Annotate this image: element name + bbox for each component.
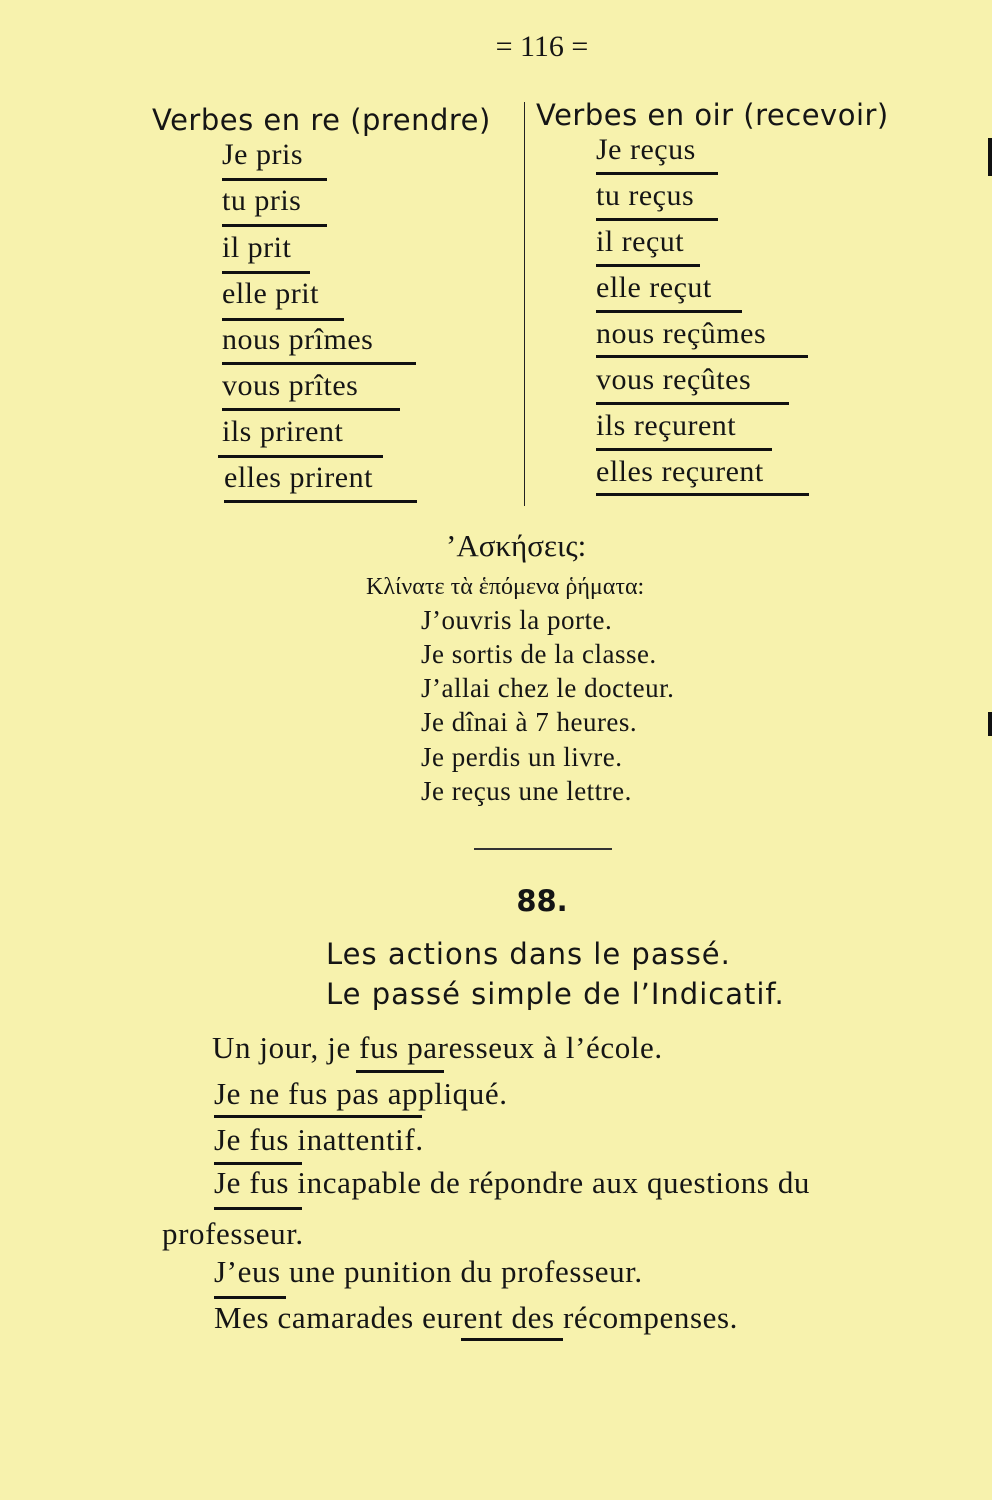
- underline: [596, 264, 700, 267]
- underline: [596, 218, 718, 221]
- underline: [222, 224, 327, 227]
- section-number: 88.: [516, 884, 568, 918]
- right-column-heading: Verbes en oir (recevoir): [536, 98, 889, 132]
- text-line: professeur.: [162, 1216, 304, 1251]
- underline: [222, 271, 310, 274]
- conjugation-row: nous reçûmes: [596, 317, 767, 350]
- underline: [214, 1207, 302, 1210]
- page-edge-mark: [988, 138, 992, 176]
- underline: [356, 1070, 444, 1073]
- section-divider: [474, 848, 612, 850]
- exercise-line: Je dînai à 7 heures.: [421, 707, 638, 737]
- section-title-line2: Le passé simple de l’Indicatif.: [326, 977, 785, 1011]
- underline: [214, 1115, 422, 1118]
- exercise-line: Je perdis un livre.: [421, 742, 623, 772]
- underline: [596, 402, 789, 405]
- exercise-line: J’ouvris la porte.: [421, 605, 613, 635]
- underline: [222, 362, 416, 365]
- text-line: J’eus une punition du professeur.: [214, 1254, 643, 1289]
- underline: [224, 500, 417, 503]
- conjugation-row: il prit: [222, 231, 292, 264]
- conjugation-row: elle reçut: [596, 271, 712, 304]
- underline: [222, 318, 344, 321]
- underline: [596, 493, 809, 496]
- conjugation-row: elle prit: [222, 277, 319, 310]
- text-line: Un jour, je fus paresseux à l’école.: [212, 1030, 663, 1065]
- underline: [222, 408, 400, 411]
- page-number: = 116 =: [495, 30, 589, 63]
- left-column-heading: Verbes en re (prendre): [152, 103, 491, 137]
- conjugation-row: tu pris: [222, 184, 302, 217]
- underline: [596, 448, 772, 451]
- section-title-line1: Les actions dans le passé.: [326, 937, 731, 971]
- page-edge-mark: [988, 712, 992, 736]
- exercise-line: Je reçus une lettre.: [421, 776, 632, 806]
- conjugation-row: vous reçûtes: [596, 363, 752, 396]
- exercise-line: J’allai chez le docteur.: [421, 673, 675, 703]
- text-line: Je ne fus pas appliqué.: [214, 1076, 508, 1111]
- underline: [596, 355, 808, 358]
- underline: [596, 310, 742, 313]
- underline: [596, 172, 718, 175]
- conjugation-row: Je reçus: [596, 133, 696, 166]
- conjugation-row: Je pris: [222, 138, 303, 171]
- exercise-line: Je sortis de la classe.: [421, 639, 657, 669]
- conjugation-row: tu reçus: [596, 179, 695, 212]
- conjugation-row: ils prirent: [222, 415, 344, 448]
- exercises-instruction: Κλίνατε τὰ ἑπόμενα ῥήματα:: [366, 574, 645, 600]
- underline: [461, 1338, 563, 1341]
- underline: [214, 1296, 286, 1299]
- conjugation-row: nous prîmes: [222, 323, 374, 356]
- text-line: Je fus incapable de répondre aux questions du: [214, 1165, 811, 1200]
- conjugation-row: il reçut: [596, 225, 685, 258]
- conjugation-row: elles prirent: [224, 461, 373, 494]
- column-divider: [524, 102, 525, 506]
- exercises-title: ’Ασκήσεις:: [446, 528, 587, 563]
- conjugation-row: vous prîtes: [222, 369, 359, 402]
- conjugation-row: ils reçurent: [596, 409, 737, 442]
- underline: [218, 455, 383, 458]
- text-line: Mes camarades eurent des récompenses.: [214, 1300, 739, 1335]
- underline: [222, 178, 327, 181]
- text-line: Je fus inattentif.: [214, 1122, 424, 1157]
- conjugation-row: elles reçurent: [596, 455, 764, 488]
